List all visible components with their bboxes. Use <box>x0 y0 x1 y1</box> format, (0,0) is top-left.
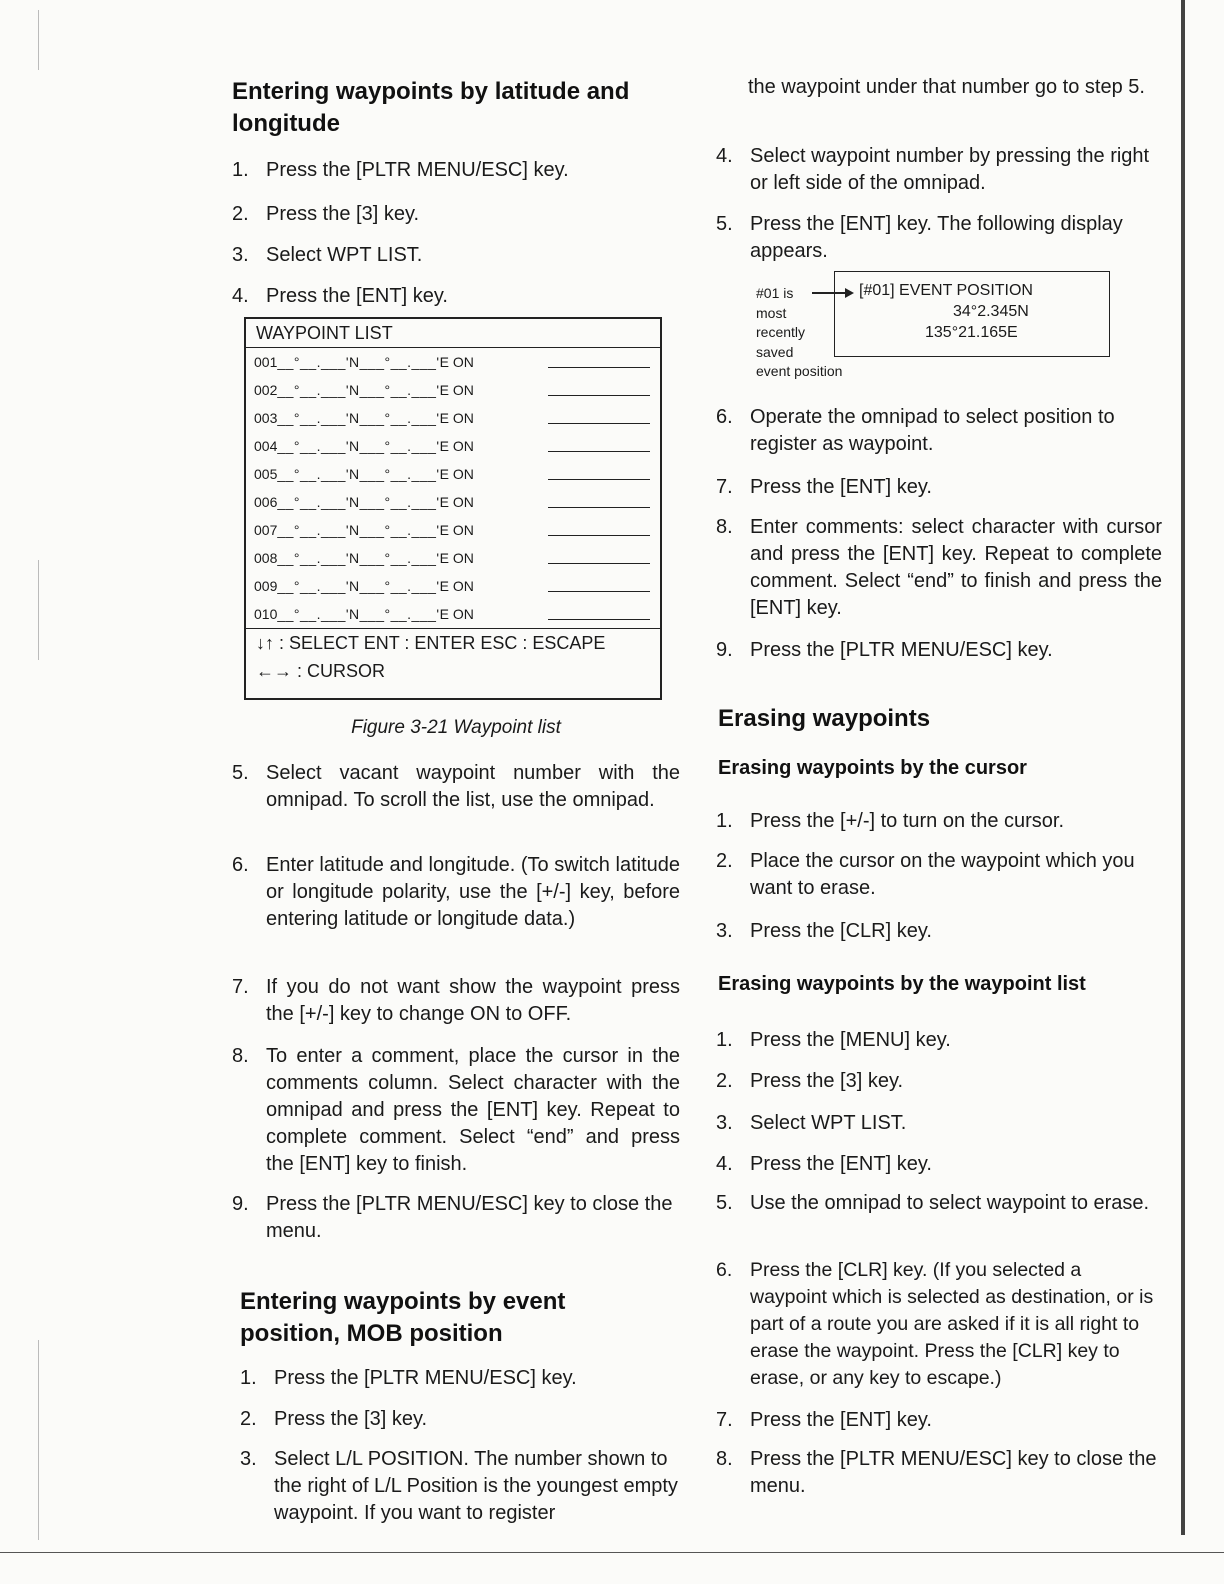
heading-latlon <box>232 76 629 140</box>
waypoint-coordinates: __°__.___'N___°__.___' <box>277 382 440 398</box>
step-text: Press the [PLTR MENU/ESC] key to close the menu. <box>266 1193 673 1242</box>
comment-field <box>548 479 650 480</box>
waypoint-coordinates: __°__.___'N___°__.___' <box>277 466 440 482</box>
step-number: 7. <box>716 476 733 498</box>
step-item <box>240 1446 680 1527</box>
label-line: event position <box>756 363 843 379</box>
waypoint-status: E ON <box>439 382 474 398</box>
step-text: Press the [PLTR MENU/ESC] key. <box>274 1367 577 1389</box>
waypoint-row[interactable] <box>246 600 660 628</box>
waypoint-coordinates: __°__.___'N___°__.___' <box>277 578 440 594</box>
step-text: Use the omnipad to select waypoint to erase. <box>750 1192 1150 1214</box>
step-text: Press the [ENT] key. <box>750 476 932 498</box>
waypoint-status: E ON <box>439 466 474 482</box>
step-item <box>716 1257 1162 1392</box>
step-item <box>716 1151 1162 1178</box>
waypoint-coordinates: __°__.___'N___°__.___' <box>277 410 440 426</box>
bottom-rule <box>0 1552 1224 1553</box>
step-number: 3. <box>716 920 733 942</box>
step-item <box>232 283 680 310</box>
step-number: 4. <box>716 1153 733 1175</box>
step-item <box>716 404 1162 458</box>
label-line: saved <box>756 343 794 360</box>
event-display-label <box>756 284 842 382</box>
waypoint-status: E ON <box>439 410 474 426</box>
step-item <box>240 1365 680 1392</box>
heading-erasing-waypoints: Erasing waypoints <box>718 705 931 732</box>
step-number: 6. <box>232 854 249 876</box>
comment-field <box>548 367 650 368</box>
waypoint-number: 002 <box>254 382 278 398</box>
waypoint-number: 010 <box>254 606 278 622</box>
comment-field <box>548 423 650 424</box>
label-line: recently <box>756 324 806 340</box>
waypoint-status: E ON <box>439 578 474 594</box>
step-item <box>716 1068 1162 1095</box>
step-text: If you do not want show the waypoint press the [+/-] key to change ON to OFF. <box>266 976 680 1025</box>
step-item <box>232 201 680 228</box>
waypoint-list-title: WAYPOINT LIST <box>246 319 660 348</box>
waypoint-row[interactable] <box>246 572 660 600</box>
step-number: 1. <box>716 1029 733 1051</box>
step-number: 3. <box>240 1448 257 1470</box>
step-item <box>232 852 680 933</box>
margin-mark <box>38 1340 39 1540</box>
waypoint-list-rows <box>246 348 660 629</box>
waypoint-status: E ON <box>439 550 474 566</box>
waypoint-status: E ON <box>439 438 474 454</box>
subheading-erase-by-list: Erasing waypoints by the waypoint list <box>718 973 1086 995</box>
event-display-lon: 135°21.165E <box>925 324 1018 341</box>
step-item <box>716 1446 1162 1500</box>
step-number: 9. <box>232 1193 249 1215</box>
event-position-display <box>834 271 1110 357</box>
step-text: Press the [PLTR MENU/ESC] key. <box>750 639 1053 661</box>
step-item <box>716 848 1162 902</box>
waypoint-number: 009 <box>254 578 278 594</box>
step-number: 2. <box>716 850 733 872</box>
step-number: 7. <box>716 1409 733 1431</box>
step-text: Select vacant waypoint number with the omnipad. To scroll the list, use the omnipad. <box>266 762 680 811</box>
event-display-title: [#01] EVENT POSITION <box>859 282 1033 299</box>
step-text: Press the [MENU] key. <box>750 1029 951 1051</box>
waypoint-row[interactable] <box>246 404 660 432</box>
step-text: Press the [3] key. <box>274 1408 428 1430</box>
step-text: Press the [CLR] key. <box>750 920 932 942</box>
step-number: 1. <box>232 159 249 181</box>
heading-line: position, MOB position <box>240 1320 503 1347</box>
waypoint-coordinates: __°__.___'N___°__.___' <box>277 354 440 370</box>
waypoint-row[interactable] <box>246 376 660 404</box>
step-number: 6. <box>716 406 733 428</box>
step-number: 4. <box>232 285 249 307</box>
waypoint-row[interactable] <box>246 432 660 460</box>
comment-field <box>548 507 650 508</box>
waypoint-status: E ON <box>439 494 474 510</box>
comment-field <box>548 591 650 592</box>
step-item <box>716 143 1162 197</box>
waypoint-number: 004 <box>254 438 278 454</box>
comment-field <box>548 563 650 564</box>
waypoint-coordinates: __°__.___'N___°__.___' <box>277 522 440 538</box>
step-item <box>716 637 1162 664</box>
step-number: 5. <box>716 213 733 235</box>
waypoint-number: 008 <box>254 550 278 566</box>
waypoint-coordinates: __°__.___'N___°__.___' <box>277 606 440 622</box>
step-text: Press the [3] key. <box>750 1070 904 1092</box>
step-text: Press the [PLTR MENU/ESC] key. <box>266 159 569 181</box>
waypoint-status: E ON <box>439 606 474 622</box>
step-number: 2. <box>232 203 249 225</box>
heading-event-position <box>240 1286 565 1350</box>
step-text: Press the [ENT] key. <box>266 285 448 307</box>
step-item <box>716 474 1162 501</box>
step-item <box>716 1407 1162 1434</box>
step-number: 3. <box>232 244 249 266</box>
step-text: Enter latitude and longitude. (To switch latitude or longitude polarity, use the [+/-] key, before entering latitude or longitude data.) <box>266 854 680 930</box>
step-text: Press the [3] key. <box>266 203 420 225</box>
step-item <box>232 242 680 269</box>
step-text: Place the cursor on the waypoint which you want to erase. <box>750 850 1135 899</box>
step-text: To enter a comment, place the cursor in the comments column. Select character with the omnipad and press the [ENT] key. Repeat to complete comment. Select “end” and press the [ENT] key to finish. <box>266 1045 680 1175</box>
step-number: 2. <box>240 1408 257 1430</box>
step-text: Press the [PLTR MENU/ESC] key to close the menu. <box>750 1448 1157 1497</box>
waypoint-number: 005 <box>254 466 278 482</box>
waypoint-list-figure <box>244 317 662 700</box>
step-text: Press the [ENT] key. <box>750 1153 932 1175</box>
step-number: 2. <box>716 1070 733 1092</box>
step-item <box>716 514 1162 622</box>
comment-field <box>548 535 650 536</box>
step-text: the waypoint under that number go to step 5. <box>748 76 1145 98</box>
waypoint-number: 001 <box>254 354 278 370</box>
scan-edge <box>1181 0 1185 1535</box>
waypoint-coordinates: __°__.___'N___°__.___' <box>277 550 440 566</box>
step-number: 3. <box>716 1112 733 1134</box>
waypoint-status: E ON <box>439 354 474 370</box>
heading-line: Entering waypoints by latitude and <box>232 78 630 105</box>
step-number: 8. <box>716 1448 733 1470</box>
waypoint-number: 003 <box>254 410 278 426</box>
step-item <box>716 1027 1162 1054</box>
waypoint-status: E ON <box>439 522 474 538</box>
step-number: 8. <box>716 516 733 538</box>
step-item <box>232 1191 680 1245</box>
step-number: 5. <box>232 762 249 784</box>
margin-mark <box>38 560 39 660</box>
step-number: 7. <box>232 976 249 998</box>
step-item <box>716 918 1162 945</box>
waypoint-coordinates: __°__.___'N___°__.___' <box>277 494 440 510</box>
step-text: Press the [CLR] key. (If you selected a waypoint which is selected as destination, or is part of a route you are asked if it is all right to erase the waypoint. Press the [CLR] key to erase, or any key to escape.) <box>750 1259 1154 1389</box>
step-continuation <box>716 74 1162 101</box>
waypoint-list-footer-keys: ↓↑ : SELECT ENT : ENTER ESC : ESCAPE <box>256 633 606 653</box>
step-text: Enter comments: select character with cursor and press the [ENT] key. Repeat to complete comment. Select “end” to finish and press the [ENT] key. <box>750 516 1162 619</box>
step-item <box>232 760 680 814</box>
step-text: Select L/L POSITION. The number shown to the right of L/L Position is the youngest empty waypoint. If you want to register <box>274 1448 678 1524</box>
waypoint-row[interactable] <box>246 544 660 572</box>
label-line: #01 is <box>756 285 794 301</box>
step-number: 6. <box>716 1259 733 1281</box>
step-item <box>240 1406 680 1433</box>
step-text: Press the [+/-] to turn on the cursor. <box>750 810 1065 832</box>
margin-mark <box>38 10 39 70</box>
step-item <box>716 1190 1162 1217</box>
step-item <box>232 974 680 1028</box>
step-text: Press the [ENT] key. <box>750 1409 932 1431</box>
comment-field <box>548 451 650 452</box>
step-text: Press the [ENT] key. The following display appears. <box>750 213 1123 262</box>
heading-line: Entering waypoints by event <box>240 1288 566 1315</box>
step-item <box>232 157 680 184</box>
step-number: 1. <box>240 1367 257 1389</box>
figure-caption: Figure 3-21 Waypoint list <box>351 717 561 738</box>
step-number: 9. <box>716 639 733 661</box>
waypoint-row[interactable] <box>246 516 660 544</box>
waypoint-row[interactable] <box>246 348 660 376</box>
comment-field <box>548 619 650 620</box>
step-number: 4. <box>716 145 733 167</box>
step-number: 1. <box>716 810 733 832</box>
step-number: 8. <box>232 1045 249 1067</box>
waypoint-row[interactable] <box>246 460 660 488</box>
label-line: most <box>756 304 787 321</box>
subheading-erase-by-cursor: Erasing waypoints by the cursor <box>718 757 1027 779</box>
waypoint-number: 007 <box>254 522 278 538</box>
comment-field <box>548 395 650 396</box>
step-item <box>716 211 1162 265</box>
step-number: 5. <box>716 1192 733 1214</box>
step-item <box>716 1110 1162 1137</box>
step-text: Select WPT LIST. <box>266 244 423 266</box>
event-display-lat: 34°2.345N <box>953 303 1029 320</box>
step-item <box>232 1043 680 1178</box>
step-item <box>716 808 1162 835</box>
waypoint-row[interactable] <box>246 488 660 516</box>
waypoint-number: 006 <box>254 494 278 510</box>
step-text: Select waypoint number by pressing the right or left side of the omnipad. <box>750 145 1150 194</box>
step-text: Operate the omnipad to select position to register as waypoint. <box>750 406 1115 455</box>
step-text: Select WPT LIST. <box>750 1112 907 1134</box>
heading-line: longitude <box>232 110 340 137</box>
waypoint-list-footer-cursor: ←→ : CURSOR <box>256 661 386 681</box>
waypoint-coordinates: __°__.___'N___°__.___' <box>277 438 440 454</box>
